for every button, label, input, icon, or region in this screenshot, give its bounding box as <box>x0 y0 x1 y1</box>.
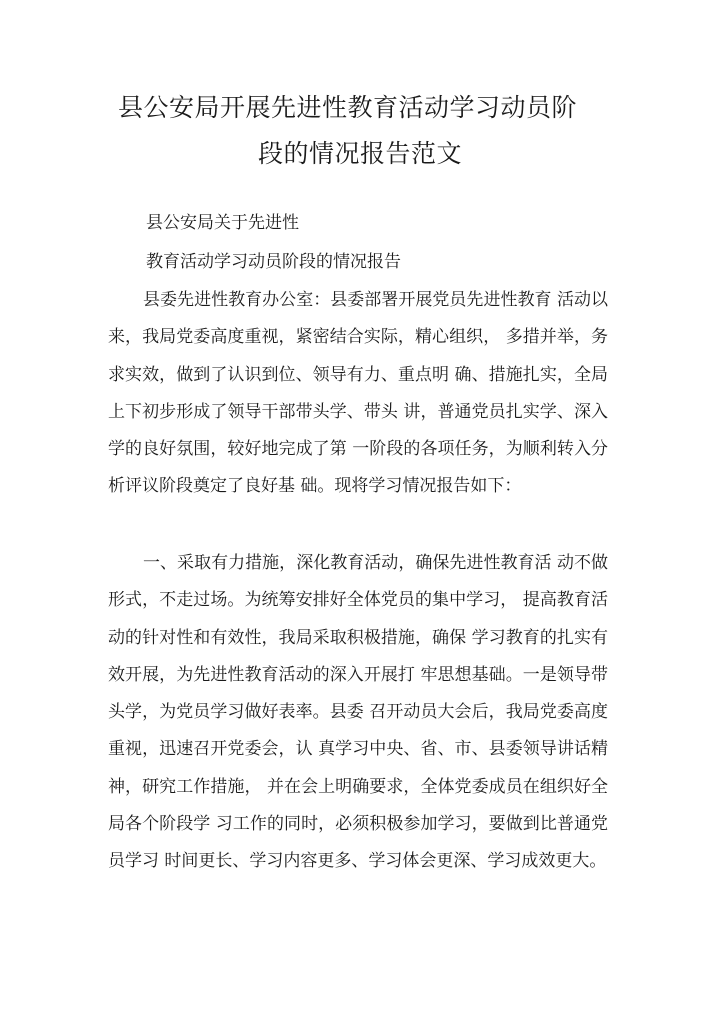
document-title-line-1: 县公安局开展先进性教育活动学习动员阶 <box>118 93 578 122</box>
subtitle-line-2: 教育活动学习动员阶段的情况报告 <box>146 252 401 272</box>
body-paragraph-1: 县委先进性教育办公室：县委部署开展党员先进性教育 活动以来，我局党委高度重视，紧密结合实际，精心组织， 多措并举，务求实效，做到了认识到位、领导有力、重点明 确、措施扎实，全局上下初步形成了领导干部带头学、带头 讲，普通党员扎实学、深入学的良好氛围，较好地完成了第 一阶段的各项任务，为顺利转入分析评议阶段奠定了良好基 础。现将学习情况报告如下： <box>108 290 608 497</box>
document-title-line-2: 段的情况报告范文 <box>258 139 463 168</box>
body-paragraph-2: 一、采取有力措施，深化教育活动，确保先进性教育活 动不做形式，不走过场。为统筹安排好全体党员的集中学习， 提高教育活动的针对性和有效性，我局采取积极措施，确保 学习教育的扎实有效开展，为先进性教育活动的深入开展打 牢思想基础。一是领导带头学，为党员学习做好表率。县委 召开动员大会后，我局党委高度重视，迅速召开党委会，认 真学习中央、省、市、县委领导讲话精神，研究工作措施， 并在会上明确要求，全体党委成员在组织好全局各个阶段学 习工作的同时，必须积极参加学习，要做到比普通党员学习 时间更长、学习内容更多、学习体会更深、学习成效更大。 <box>108 553 608 872</box>
subtitle-line-1: 县公安局关于先进性 <box>146 213 299 233</box>
